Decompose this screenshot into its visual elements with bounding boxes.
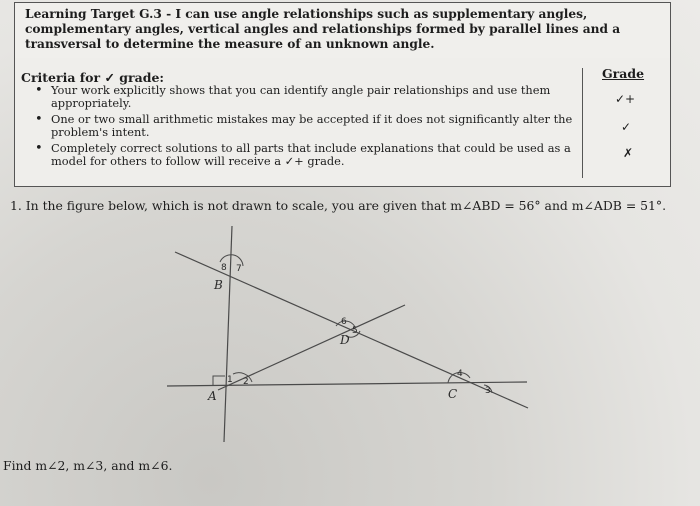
angle-label-2: 2 — [243, 377, 249, 387]
vertical-line-ab — [224, 226, 232, 442]
criteria-item: • Completely correct solutions to all parts that include explanations that could be used as a model for others to follow will receive a ✓+ grade. — [33, 142, 573, 168]
angle-label-1: 1 — [227, 375, 233, 385]
learning-target-text: Learning Target G.3 - I can use angle relationships such as supplementary angles, complementary angles, vertical angles and relationships formed by parallel lines and a transversal to determine the measure of an unknown angle. — [25, 7, 621, 51]
grade-header: Grade — [602, 66, 645, 81]
criteria-item: • Your work explicitly shows that you can identify angle pair relationships and use them appropriately. — [33, 84, 573, 110]
angle-label-4: 4 — [457, 369, 463, 379]
angle-label-5: 5 — [352, 326, 358, 336]
criteria-title: Criteria for ✓ grade: — [21, 70, 165, 85]
angle-label-8: 8 — [221, 263, 227, 273]
point-label-a: A — [208, 389, 217, 403]
angle-label-6: 6 — [341, 317, 347, 327]
point-label-b: B — [214, 278, 223, 292]
question-text: 1. In the figure below, which is not drawn to scale, you are given that m∠ABD = 56° and m∠ADB = 51°. — [10, 198, 667, 213]
find-prompt: Find m∠2, m∠3, and m∠6. — [3, 458, 173, 473]
criteria-item: • One or two small arithmetic mistakes may be accepted if it does not significantly alter the problem's intent. — [33, 113, 573, 139]
right-angle-mark — [213, 376, 225, 386]
grade-mark-x: ✗ — [623, 146, 634, 160]
grade-mark-check: ✓ — [621, 120, 632, 134]
point-label-c: C — [448, 387, 458, 401]
angle-label-3: 3 — [485, 386, 491, 396]
point-label-d: D — [340, 333, 350, 347]
angle-label-7: 7 — [236, 264, 242, 274]
grade-mark-check-plus: ✓+ — [615, 92, 636, 106]
